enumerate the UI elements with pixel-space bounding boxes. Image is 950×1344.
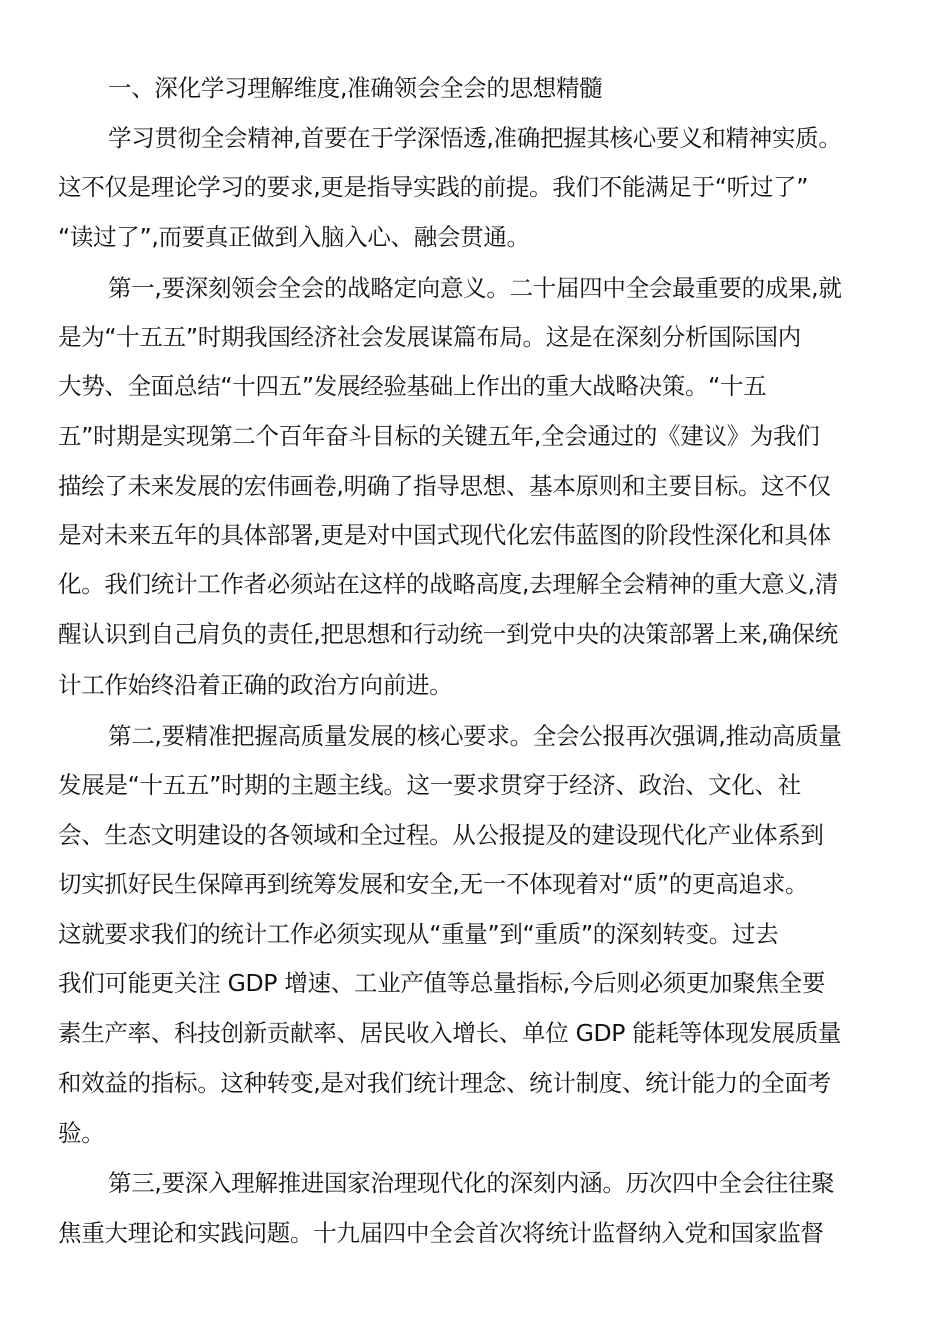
paragraph-4-line-1: 第三,要深入理解推进国家治理现代化的深刻内涵。历次四中全会往往聚 [108, 1169, 835, 1197]
paragraph-2-line-8: 醒认识到自己肩负的责任,把思想和行动统一到党中央的决策部署上来,确保统 [58, 620, 838, 648]
paragraph-1-line-1: 学习贯彻全会精神,首要在于学深悟透,准确把握其核心要义和精神实质。 [108, 124, 842, 152]
paragraph-3-line-4: 切实抓好民生保障再到统筹发展和安全,无一不体现着对“质”的更高追求。 [58, 870, 809, 898]
paragraph-3-line-3: 会、生态文明建设的各领域和全过程。从公报提及的建设现代化产业体系到 [58, 821, 824, 849]
paragraph-1-line-2: 这不仅是理论学习的要求,更是指导实践的前提。我们不能满足于“听过了” [58, 173, 809, 201]
paragraph-3-line-2: 发展是“十五五”时期的主题主线。这一要求贯穿于经济、政治、文化、社 [58, 771, 801, 799]
paragraph-2-line-7: 化。我们统计工作者必须站在这样的战略高度,去理解全会精神的重大意义,清 [58, 570, 838, 598]
paragraph-2-line-9: 计工作始终沿着正确的政治方向前进。 [58, 671, 453, 699]
paragraph-3-line-1: 第二,要精准把握高质量发展的核心要求。全会公报再次强调,推动高质量 [108, 722, 842, 750]
paragraph-3-line-5: 这就要求我们的统计工作必须实现从“重量”到“重质”的深刻转变。过去 [58, 920, 779, 948]
paragraph-2-line-2: 是为“十五五”时期我国经济社会发展谋篇布局。这是在深刻分析国际国内 [58, 323, 801, 351]
paragraph-3-line-7: 素生产率、科技创新贡献率、居民收入增长、单位 GDP 能耗等体现发展质量 [58, 1019, 842, 1047]
section-heading: 一、深化学习理解维度,准确领会全会的思想精髓 [108, 74, 603, 102]
paragraph-2-line-4: 五”时期是实现第二个百年奋斗目标的关键五年,全会通过的《建议》为我们 [58, 422, 820, 450]
paragraph-3-line-9: 验。 [58, 1119, 105, 1147]
paragraph-2-line-3: 大势、全面总结“十四五”发展经验基础上作出的重大战略决策。“十五 [58, 372, 767, 400]
paragraph-2-line-1: 第一,要深刻领会全会的战略定向意义。二十届四中全会最重要的成果,就 [108, 274, 842, 302]
paragraph-4-line-2: 焦重大理论和实践问题。十九届四中全会首次将统计监督纳入党和国家监督 [58, 1219, 824, 1247]
paragraph-1-line-3: “读过了”,而要真正做到入脑入心、融会贯通。 [58, 223, 530, 251]
paragraph-2-line-6: 是对未来五年的具体部署,更是对中国式现代化宏伟蓝图的阶段性深化和具体 [58, 521, 831, 549]
paragraph-2-line-5: 描绘了未来发展的宏伟画卷,明确了指导思想、基本原则和主要目标。这不仅 [58, 472, 831, 500]
paragraph-3-line-8: 和效益的指标。这种转变,是对我们统计理念、统计制度、统计能力的全面考 [58, 1069, 831, 1097]
paragraph-3-line-6: 我们可能更关注 GDP 增速、工业产值等总量指标,今后则必须更加聚焦全要 [58, 969, 826, 997]
